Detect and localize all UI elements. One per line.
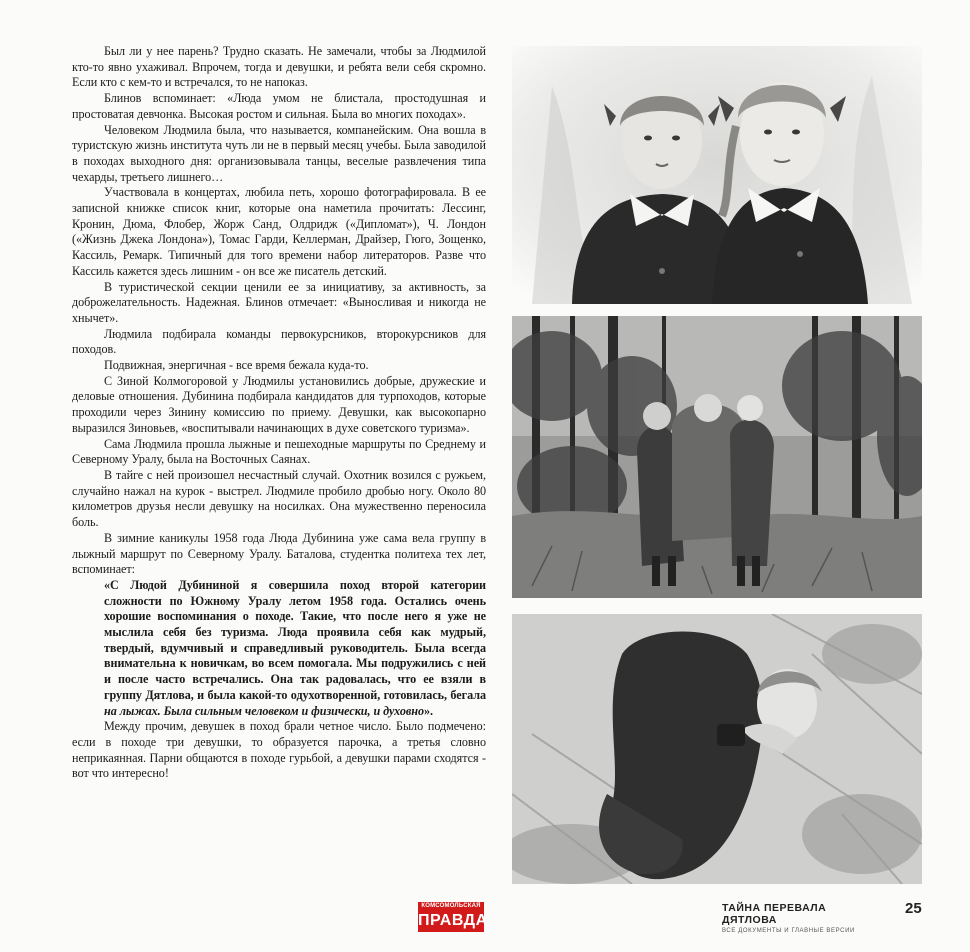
paragraph: Участвовала в концертах, любила петь, хорошо фотографировала. В ее записной книжке список книг, которые она наметила прочитать: Лессинг, Кронин, Дюма, Флобер, Жорж Санд, Олдридж («Дипломат»), Ч. Лондон («Жизнь Джека Лондона»), Томас Гарди, Келлерман, Драйзер, Гюго, Зощенко, Кассиль, Ремарк. Типичный для того времени набор литераторов. Разве что Кассиль кажется здесь лишним - он все же писатель детский. [72,185,486,278]
quote-text: «С Людой Дубининой я совершила поход второй категории сложности по Южному Уралу летом 1958 года. Остались очень хорошие воспоминания о походе. Такие, что после него я уже не мыслила себя без туризма. Люда проявила себя как мудрый, твердый, вдумчивый и справедливый руководитель. Была всегда внимательна к новичкам, во всем помогала. Мы подружились с ней и после часто встречались. Она так радовалась, что ее взяли в группу Дятлова, и была какой-то одухотворенной, готовилась, бегала [104,577,486,702]
paragraph: В зимние каникулы 1958 года Люда Дубинина уже сама вела группу в лыжный маршрут по Северному Уралу. Баталова, студентка политеха тех лет, вспоминает: [72,530,486,577]
photo-girl-resting-on-slope [512,614,922,884]
forest-photo-carrying-injured-girl-icon [512,316,922,598]
photo-girl-resting-on-slope-icon [512,614,922,884]
quote-paragraph [104,578,486,719]
paragraph: Блинов вспоминает: «Люда умом не блистала, простодушная и простоватая девчонка. Высокая ростом и сильная. Была во многих походах». [72,91,486,121]
footer-series-title [722,902,882,934]
paragraph: Сама Людмила прошла лыжные и пешеходные маршруты по Среднему и Северному Уралу, была на Восточных Саянах. [72,436,486,467]
portrait-photo-two-girls-icon [512,46,922,304]
forest-photo-carrying-injured-girl [512,316,922,598]
paragraph: В тайге с ней произошел несчастный случай. Охотник возился с ружьем, случайно нажал на курок - выстрел. Людмиле пробило дробью ногу. Около 80 километров друзья несли девушку на носилках. Она мужественно переносила боль. [72,467,486,530]
article-text [72,44,486,782]
paragraph: В туристической секции ценили ее за инициативу, за активность, за доброжелательность. Надежная. Блинов отмечает: «Выносливая и никогда не хнычет». [72,279,486,325]
newspaper-logo [418,902,488,932]
footer-subtitle: ВСЕ ДОКУМЕНТЫ И ГЛАВНЫЕ ВЕРСИИ [722,928,855,934]
quote-italic-text: на лыжах. Была сильным человеком и физически, и духовно [104,703,424,718]
page-number: 25 [905,900,922,917]
logo-small-text: КОМСОМОЛЬСКАЯ [421,903,481,909]
portrait-photo-two-girls [512,46,922,304]
logo-big-text: ПРАВДА [418,912,488,929]
paragraph: Человеком Людмила была, что называется, компанейским. Она вошла в туристскую жизнь института чуть ли не в первый месяц учебы. Была заводилой в походах выходного дня: организовывала танцы, веселые развлечения типа чехарды, третьего лишнего… [72,122,486,184]
paragraph: Был ли у нее парень? Трудно сказать. Не замечали, чтобы за Людмилой кто-то явно ухаживал. Впрочем, тогда и девушки, и ребята вели себя скромно. Если кто с кем-то и встречался, то не напоказ. [72,44,486,90]
paragraph: Между прочим, девушек в поход брали четное число. Было подмечено: если в походе три девушки, то образуется парочка, а третья словно неприкаянная. Парни общаются в походе гурьбой, а девушки парами сходятся - вот что интересно! [72,719,486,781]
paragraph: С Зиной Колмогоровой у Людмилы установились добрые, дружеские и деловые отношения. Дубинина подбирала кандидатов для турпоходов, которые проходили через Зинину комиссию по приему. Девушки, как высокопарно выразился Зиновьев, «воспитывали начинающих в духе советского туризма». [72,373,486,435]
paragraph: Людмила подбирала команды первокурсников, второкурсников для походов. [72,326,486,357]
quote-end: ». [423,703,433,718]
footer-title: ТАЙНА ПЕРЕВАЛА ДЯТЛОВА [722,902,827,926]
paragraph: Подвижная, энергичная - все время бежала куда-то. [104,358,369,373]
